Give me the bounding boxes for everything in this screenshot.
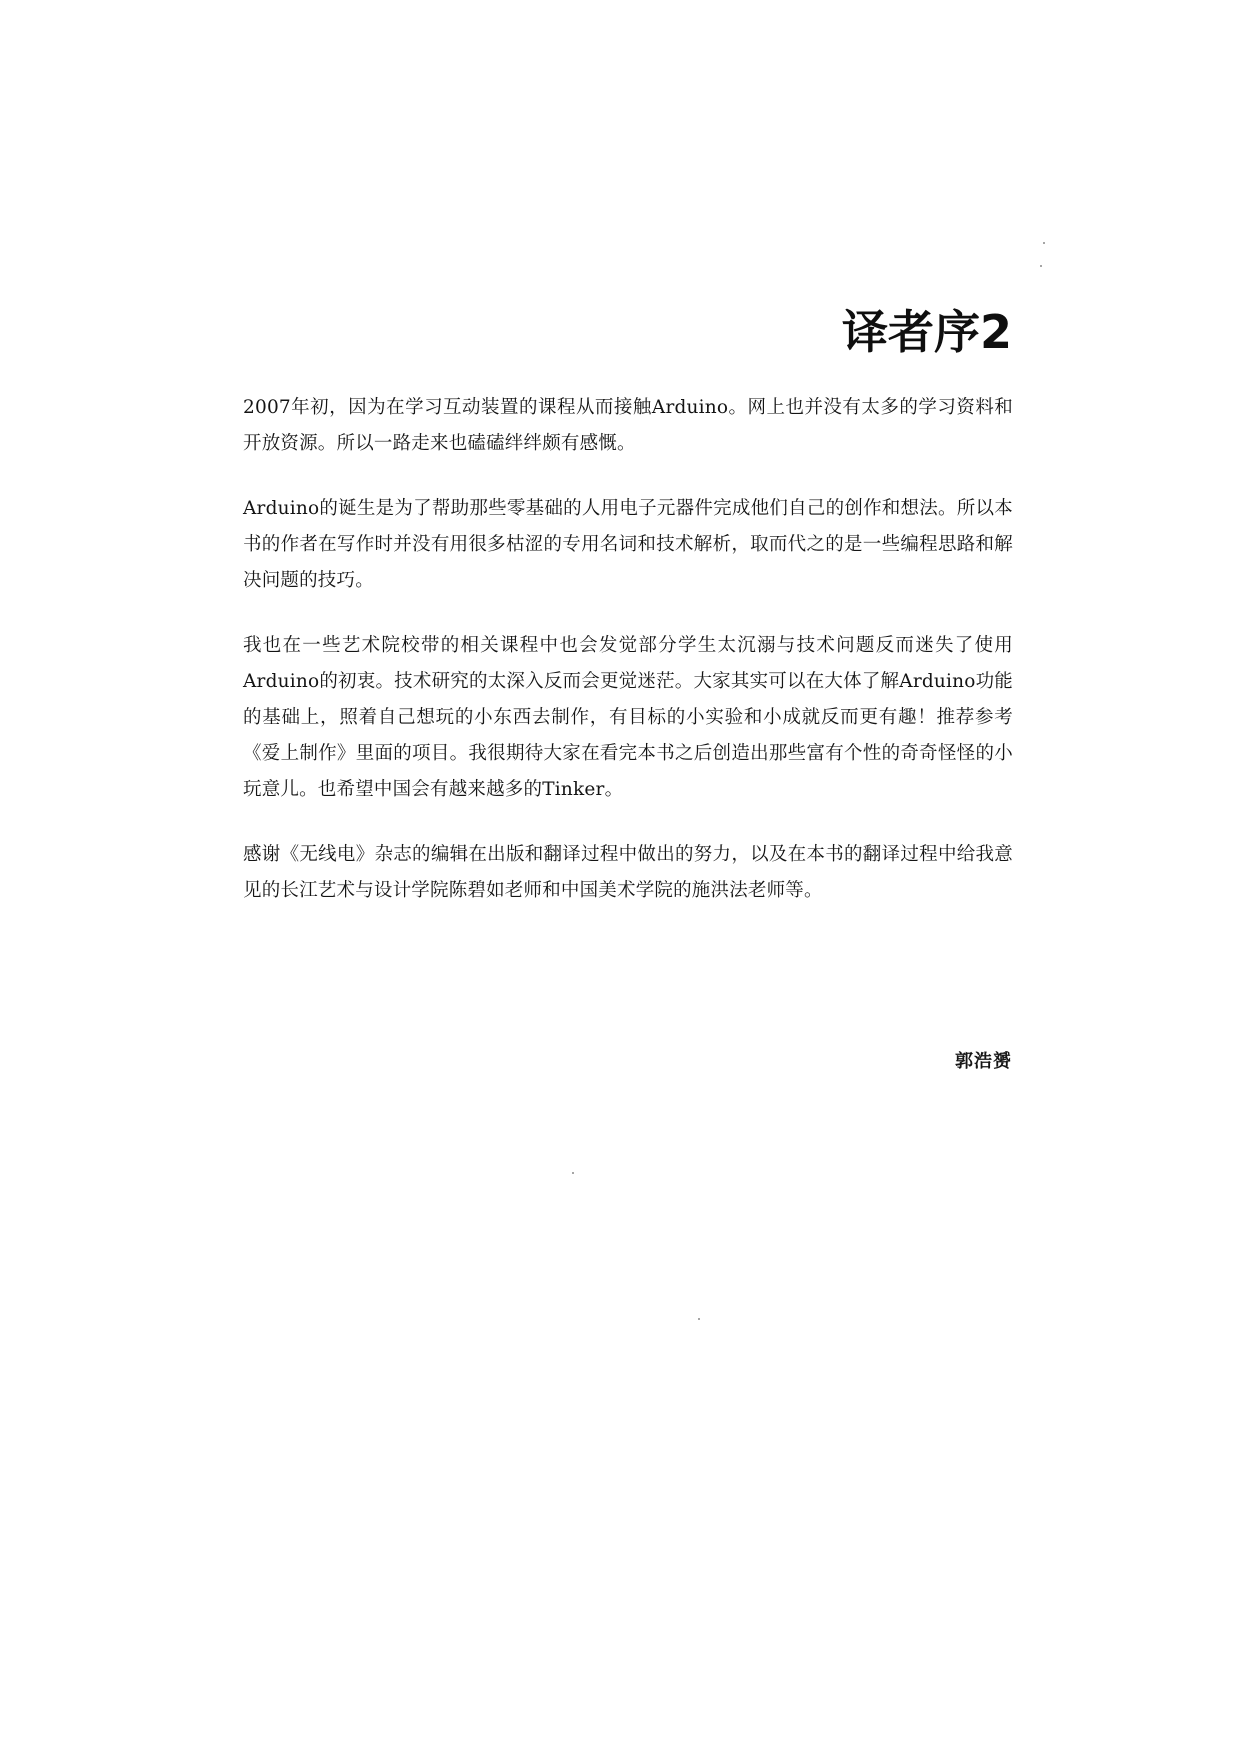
- paragraph-2: Arduino的诞生是为了帮助那些零基础的人用电子元器件完成他们自己的创作和想法。所以本书的作者在写作时并没有用很多枯涩的专用名词和技术解析，取而代之的是一些编程思路和解决问题的技巧。: [243, 498, 1013, 591]
- scan-speck: [698, 1318, 700, 1320]
- scan-speck: [572, 1172, 574, 1174]
- paragraph-1: 2007年初，因为在学习互动装置的课程从而接触Arduino。网上也并没有太多的学习资料和开放资源。所以一路走来也磕磕绊绊颇有感慨。: [243, 397, 1013, 454]
- scan-speck: [1043, 242, 1045, 244]
- paragraph-4: 感谢《无线电》杂志的编辑在出版和翻译过程中做出的努力，以及在本书的翻译过程中给我意见的长江艺术与设计学院陈碧如老师和中国美术学院的施洪法老师等。: [243, 844, 1013, 901]
- scan-speck: [1040, 265, 1042, 267]
- translator-signature: 郭浩赟: [955, 1051, 1012, 1072]
- page-title: 译者序2: [841, 305, 1012, 359]
- paragraph-3: 我也在一些艺术院校带的相关课程中也会发觉部分学生太沉溺与技术问题反而迷失了使用Arduino的初衷。技术研究的太深入反而会更觉迷茫。大家其实可以在大体了解Arduino功能的基础上，照着自己想玩的小东西去制作，有目标的小实验和小成就反而更有趣！推荐参考《爱上制作》里面的项目。我很期待大家在看完本书之后创造出那些富有个性的奇奇怪怪的小玩意儿。也希望中国会有越来越多的Tinker。: [243, 635, 1013, 800]
- preface-body: [243, 390, 1013, 938]
